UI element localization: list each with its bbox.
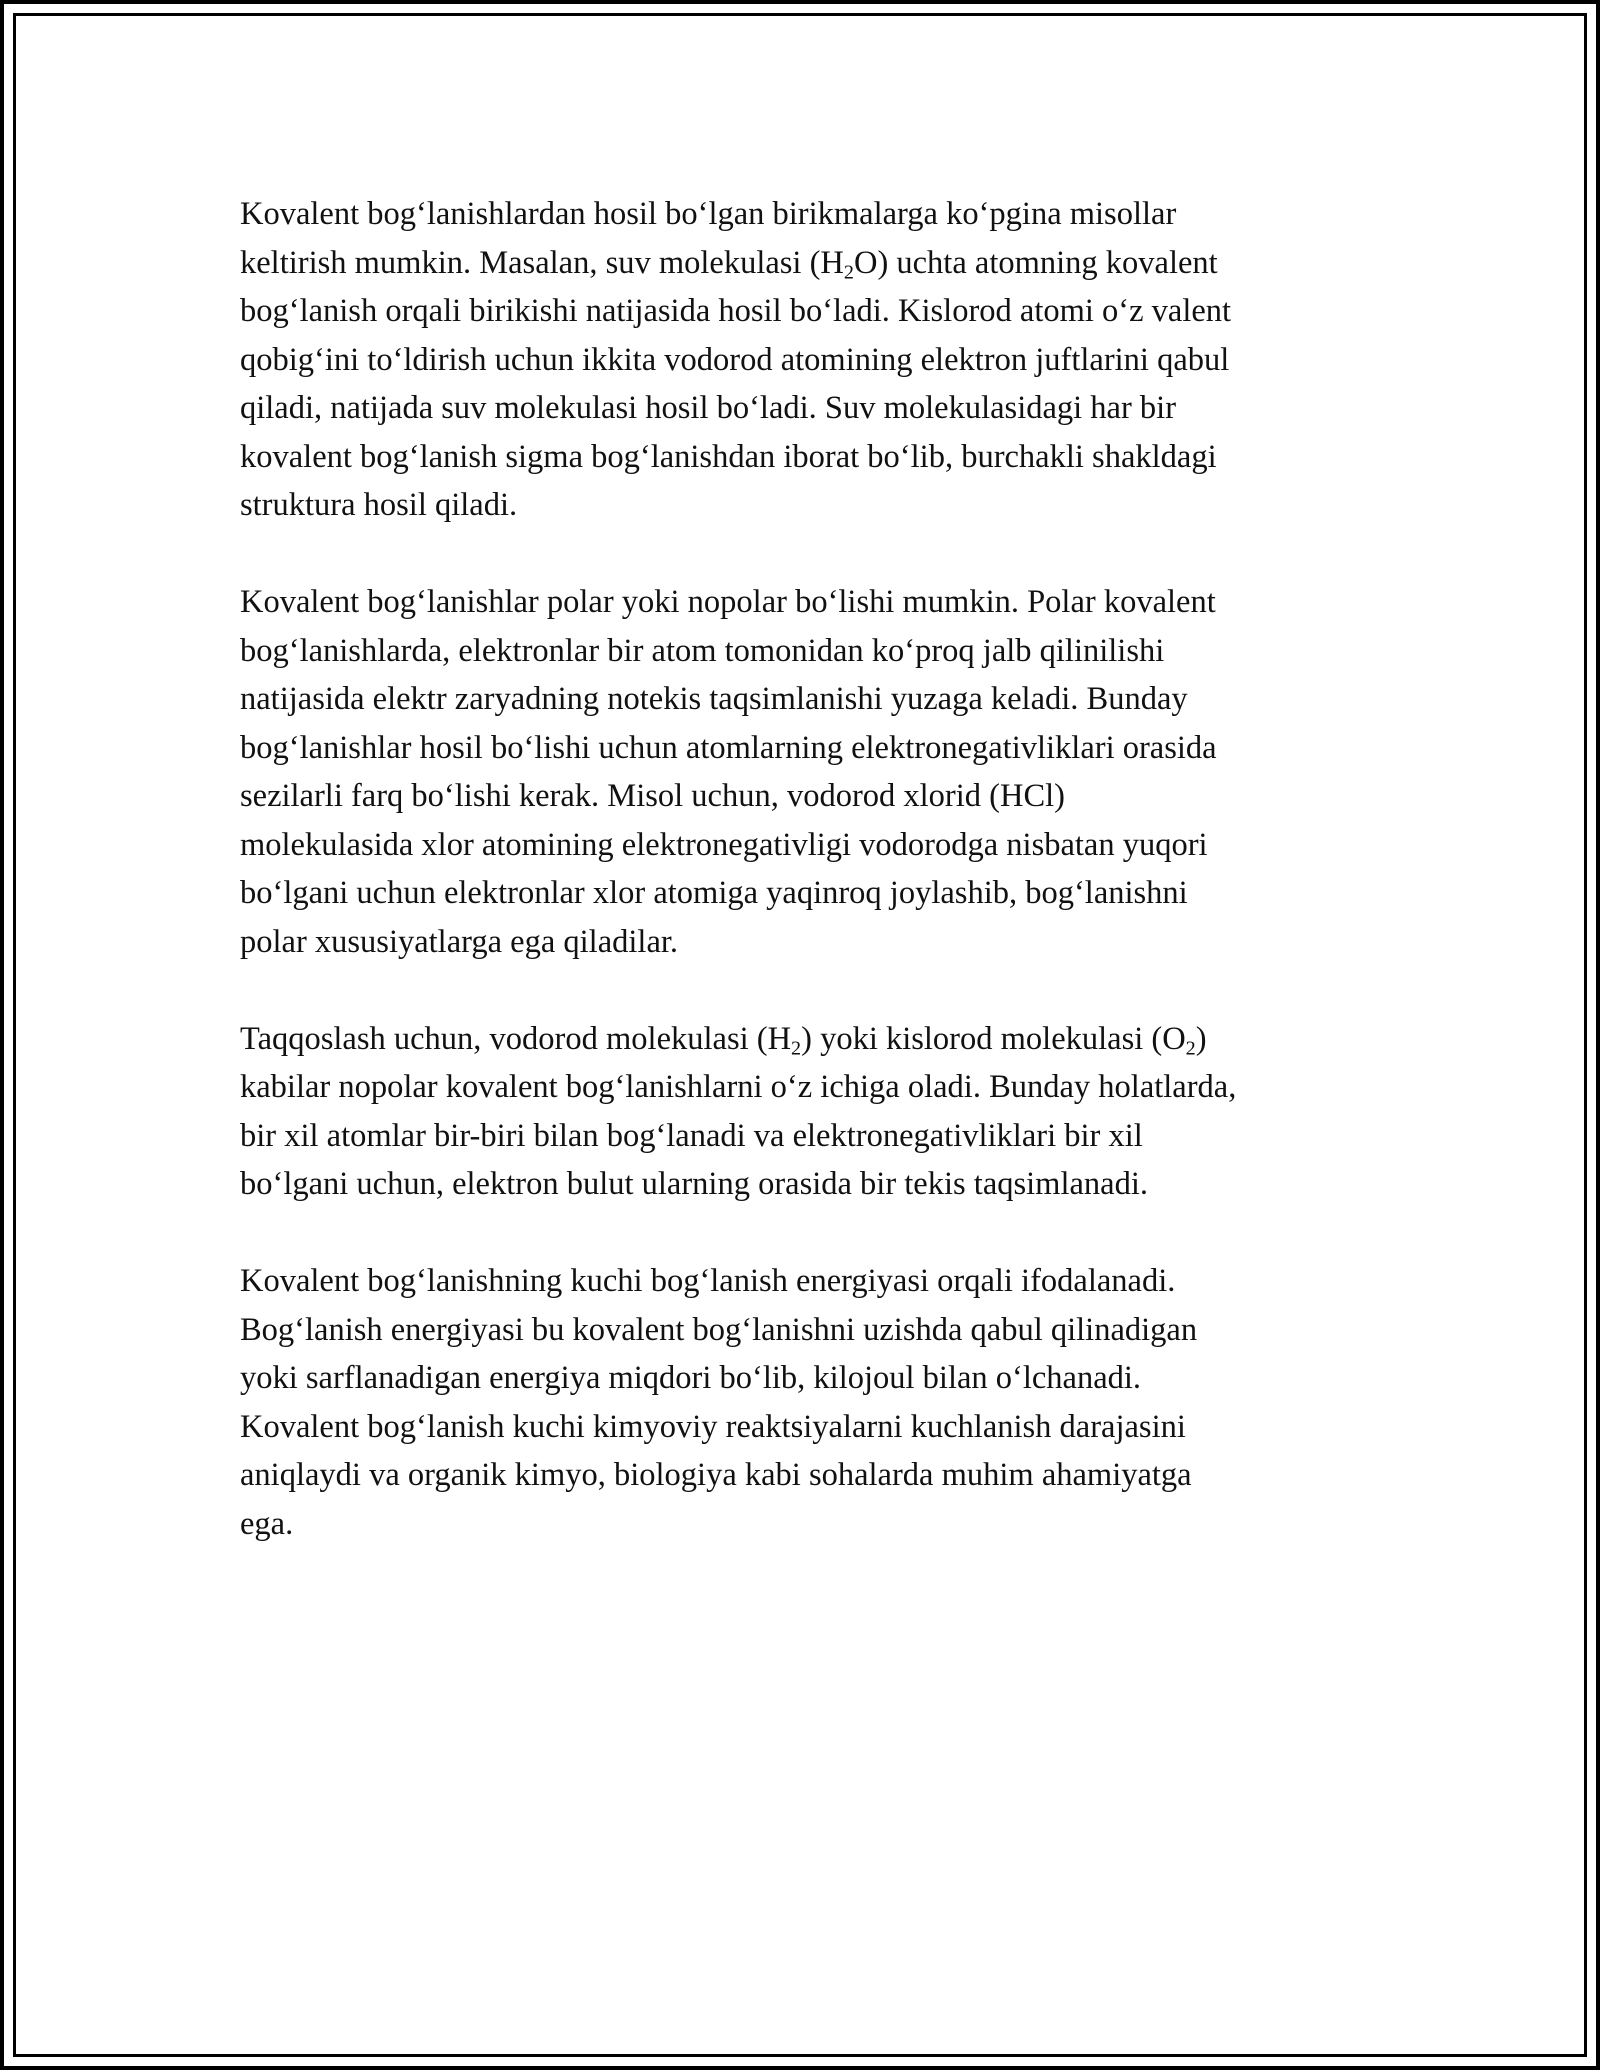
- text-segment: Kovalent bog‘lanish kuchi kimyoviy reaktsiyalarni kuchlanish darajasini: [240, 1408, 1186, 1445]
- text-segment: yoki sarflanadigan energiya miqdori bo‘lib, kilojoul bilan o‘lchanadi.: [240, 1360, 1142, 1396]
- text-line: [240, 384, 1370, 433]
- text-line: [240, 627, 1370, 676]
- subscript: 2: [843, 261, 854, 284]
- text-line: [240, 1257, 1370, 1306]
- text-line: [240, 336, 1370, 385]
- text-line: [240, 1500, 1370, 1549]
- text-line: [240, 772, 1370, 821]
- text-line: [240, 1160, 1370, 1209]
- text-line: [240, 1451, 1370, 1500]
- text-line: [240, 433, 1370, 482]
- text-segment: Kovalent bog‘lanishlardan hosil bo‘lgan birikmalarga ko‘pgina misollar: [240, 196, 1177, 232]
- subscript: 2: [791, 1037, 802, 1060]
- paragraph: [240, 1257, 1370, 1548]
- text-line: [240, 675, 1370, 724]
- text-segment: bog‘lanishlarda, elektronlar bir atom tomonidan ko‘proq jalb qilinilishi: [240, 632, 1165, 669]
- text-segment: bog‘lanishlar hosil bo‘lishi uchun atomlarning elektronegativliklari orasida: [240, 729, 1217, 766]
- text-line: [240, 578, 1370, 627]
- text-segment: ): [1195, 1020, 1207, 1057]
- text-segment: bo‘lgani uchun, elektron bulut ularning orasida bir tekis taqsimlanadi.: [240, 1166, 1148, 1202]
- text-line: [240, 1063, 1370, 1112]
- text-segment: bir xil atomlar bir-biri bilan bog‘lanadi va elektronegativliklari bir xil: [240, 1117, 1143, 1154]
- paragraph: [240, 1015, 1370, 1209]
- subscript: 2: [1185, 1037, 1196, 1060]
- text-segment: Kovalent bog‘lanishning kuchi bog‘lanish energiyasi orqali ifodalanadi.: [240, 1263, 1176, 1299]
- text-line: [240, 724, 1370, 773]
- text-segment: polar xususiyatlarga ega qiladilar.: [240, 923, 679, 960]
- text-segment: bo‘lgani uchun elektronlar xlor atomiga yaqinroq joylashib, bog‘lanishni: [240, 875, 1188, 911]
- text-segment: sezilarli farq bo‘lishi kerak. Misol uchun, vodorod xlorid (HCl): [240, 778, 1065, 814]
- text-segment: molekulasida xlor atomining elektronegativligi vodorodga nisbatan yuqori: [240, 826, 1208, 863]
- text-segment: natijasida elektr zaryadning notekis taqsimlanishi yuzaga keladi. Bunday: [240, 681, 1188, 717]
- text-segment: kabilar nopolar kovalent bog‘lanishlarni o‘z ichiga oladi. Bunday holatlarda,: [240, 1069, 1237, 1105]
- text-line: [240, 239, 1370, 288]
- paragraph: [240, 578, 1370, 966]
- text-segment: kovalent bog‘lanish sigma bog‘lanishdan iborat bo‘lib, burchakli shakldagi: [240, 438, 1217, 475]
- text-line: [240, 918, 1370, 967]
- text-line: [240, 1354, 1370, 1403]
- text-line: [240, 1015, 1370, 1064]
- paragraph: [240, 190, 1370, 530]
- text-line: [240, 1112, 1370, 1161]
- text-line: [240, 481, 1370, 530]
- document-body: [240, 190, 1370, 1597]
- text-segment: qiladi, natijada suv molekulasi hosil bo‘ladi. Suv molekulasidagi har bir: [240, 390, 1177, 426]
- text-line: [240, 1403, 1370, 1452]
- text-segment: Taqqoslash uchun, vodorod molekulasi (H: [240, 1020, 792, 1057]
- text-segment: qobig‘ini to‘ldirish uchun ikkita vodorod atomining elektron juftlarini qabul: [240, 341, 1230, 378]
- text-segment: ega.: [240, 1505, 294, 1542]
- text-segment: Bog‘lanish energiyasi bu kovalent bog‘lanishni uzishda qabul qilinadigan: [240, 1311, 1198, 1348]
- text-segment: struktura hosil qiladi.: [240, 487, 518, 523]
- text-segment: bog‘lanish orqali birikishi natijasida hosil bo‘ladi. Kislorod atomi o‘z valent: [240, 293, 1232, 329]
- text-segment: O) uchta atomning kovalent: [853, 244, 1218, 281]
- text-segment: keltirish mumkin. Masalan, suv molekulasi (H: [240, 244, 844, 281]
- text-segment: aniqlaydi va organik kimyo, biologiya kabi sohalarda muhim ahamiyatga: [240, 1457, 1192, 1493]
- text-line: [240, 1306, 1370, 1355]
- text-segment: ) yoki kislorod molekulasi (O: [801, 1020, 1186, 1057]
- text-line: [240, 287, 1370, 336]
- text-line: [240, 821, 1370, 870]
- text-line: [240, 869, 1370, 918]
- text-segment: Kovalent bog‘lanishlar polar yoki nopolar bo‘lishi mumkin. Polar kovalent: [240, 584, 1216, 620]
- text-line: [240, 190, 1370, 239]
